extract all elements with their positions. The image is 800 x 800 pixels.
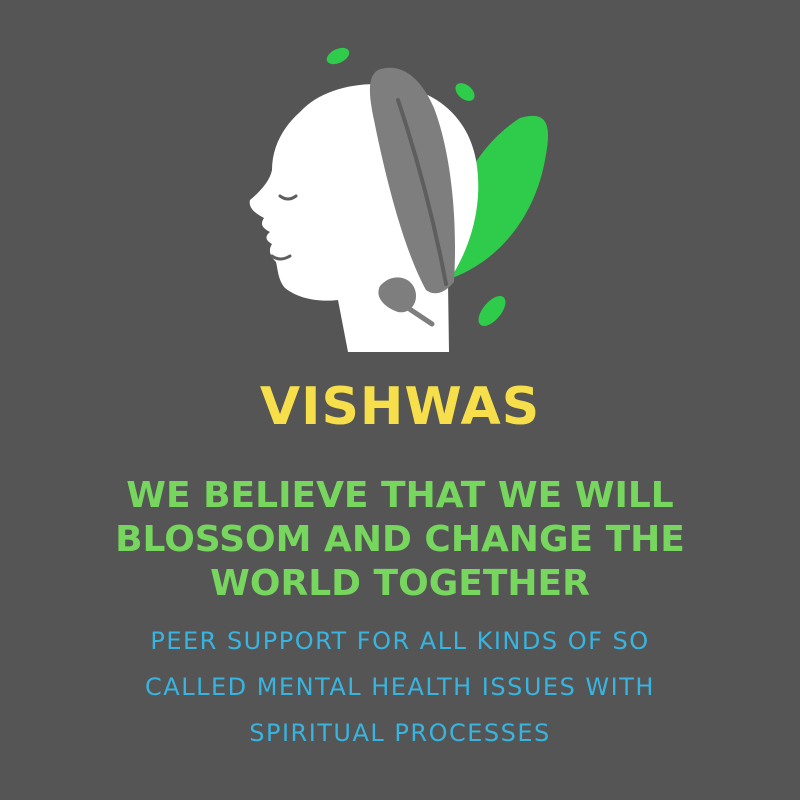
description-line: SPIRITUAL PROCESSES [249,719,551,747]
tagline-line: WORLD TOGETHER [210,563,590,604]
description [60,618,740,756]
tagline [60,474,740,606]
small-leaf-bottom-icon [474,291,511,330]
small-leaf-top-icon [324,45,352,68]
small-leaf-right-icon [452,80,478,105]
description-line: CALLED MENTAL HEALTH ISSUES WITH [145,673,655,701]
tagline-line: WE BELIEVE THAT WE WILL [126,475,674,516]
description-line: PEER SUPPORT FOR ALL KINDS OF SO [150,627,650,655]
tagline-line: BLOSSOM AND CHANGE THE [115,519,685,560]
brand-name: VISHWAS [259,377,541,437]
logo-illustration [0,0,800,370]
